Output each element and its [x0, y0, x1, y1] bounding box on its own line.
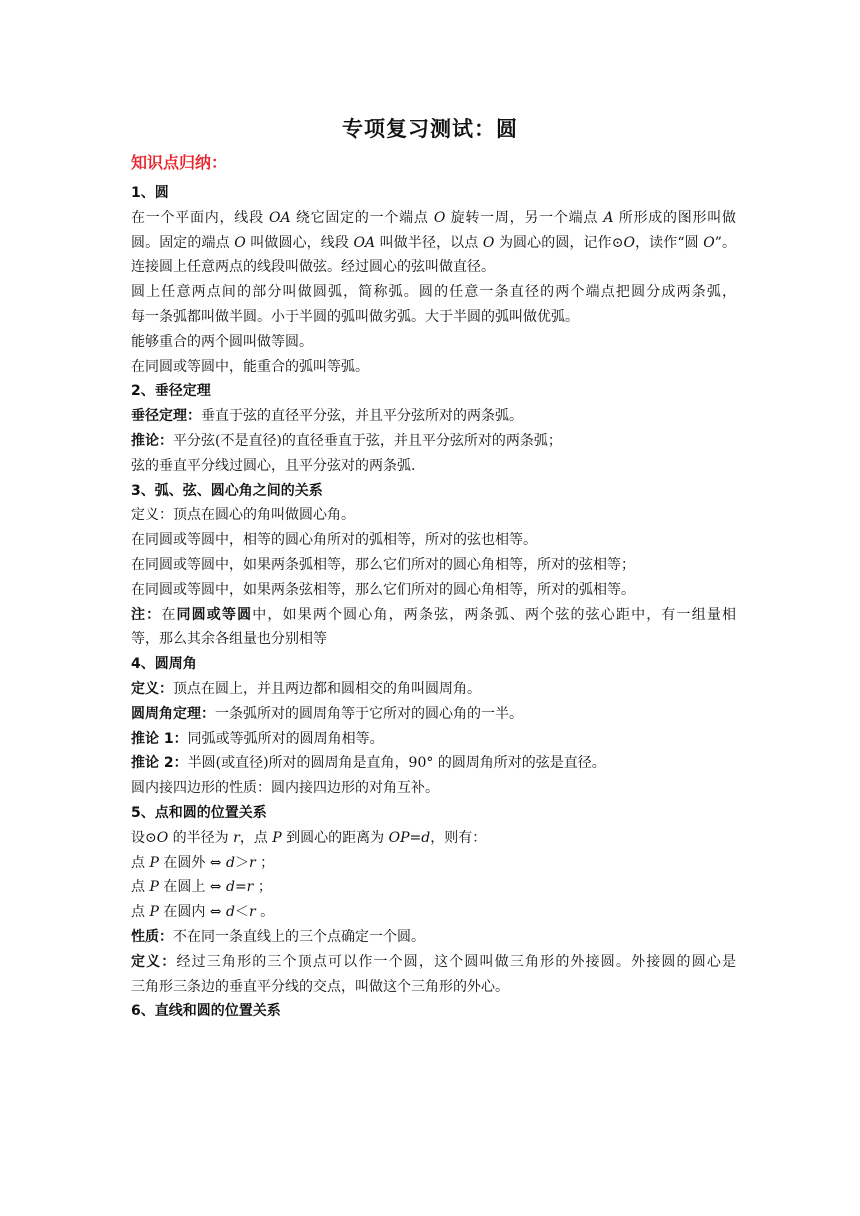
text-run: 半圆(或直径)所对的圆周角是直角，90° 的圆周角所对的弦是直径。 [187, 755, 606, 772]
text-run: 的半径为 [168, 829, 234, 846]
text-line [131, 801, 736, 826]
text-run: 同弧或等弧所对的圆周角相等。 [187, 730, 384, 747]
text-line [131, 479, 736, 504]
text-run: 点 [131, 854, 150, 871]
text-run: O [482, 234, 495, 251]
text-run: 垂径定理： [131, 408, 201, 425]
text-run: O [623, 234, 635, 251]
text-line [131, 404, 736, 429]
text-run: 圆。固定的端点 [131, 234, 235, 251]
text-line [131, 603, 736, 628]
text-run: 圆周角定理： [131, 705, 215, 722]
text-run: ＞ [234, 854, 249, 871]
text-run: = [234, 879, 247, 896]
text-run: d [225, 904, 235, 921]
document-body [131, 181, 736, 1024]
text-run: 顶点在圆上，并且两边都和圆相交的角叫圆周角。 [173, 680, 481, 697]
text-run: ； [253, 879, 272, 896]
text-line [131, 454, 736, 479]
text-run: 定义：顶点在圆心的角叫做圆心角。 [131, 507, 355, 524]
text-run: ； [255, 854, 275, 871]
text-run: 在同圆或等圆中，相等的圆心角所对的弧相等，所对的弦也相等。 [131, 532, 537, 549]
text-run: ，读作“圆 [634, 234, 704, 251]
text-line [131, 900, 736, 925]
text-run: ，则有： [430, 829, 487, 846]
text-run: 连接圆上任意两点的线段叫做弦。经过圆心的弦叫做直径。 [131, 259, 495, 276]
text-run: OP [388, 829, 410, 846]
text-line [131, 652, 736, 677]
text-run: O [234, 234, 246, 251]
text-line [131, 875, 736, 900]
text-line [131, 528, 736, 553]
text-run: 叫做圆心，线段 [245, 234, 354, 251]
text-line [131, 950, 736, 975]
text-run: = [409, 829, 422, 846]
text-line [131, 751, 736, 776]
text-run: P [149, 904, 159, 921]
text-run: 在同圆或等圆中，如果两条弦相等，那么它们所对的圆心角相等，所对的弧相等。 [131, 581, 635, 598]
text-run: 平分弦(不是直径)的直径垂直于弦，并且平分弦所对的两条弧； [173, 432, 562, 449]
text-run: 在同圆或等圆中，能重合的弧叫等弧。 [131, 358, 369, 375]
text-run: 为圆心的圆，记作⊙ [494, 234, 624, 251]
text-run: d [421, 829, 431, 846]
text-run: 性质： [131, 928, 173, 945]
text-run: 三角形三条边的垂直平分线的交点，叫做这个三角形的外心。 [131, 978, 509, 995]
text-run: r [233, 829, 240, 846]
text-line [131, 677, 736, 702]
text-line [131, 578, 736, 603]
text-run: 中，如果两个圆心角，两条弦，两条弧、两个弦的弦心距中，有一组量相 [252, 606, 737, 623]
text-run: 所形成的图形叫做 [613, 209, 736, 226]
text-run: OA [353, 234, 376, 251]
text-line [131, 702, 736, 727]
text-run: 每一条弧都叫做半圆。小于半圆的弧叫做劣弧。大于半圆的弧叫做优弧。 [131, 308, 579, 325]
text-run: r [246, 879, 254, 896]
text-run: 点 [131, 904, 150, 921]
text-run: 同圆或等圆 [176, 606, 253, 623]
text-run: d [225, 854, 235, 871]
text-run: 4、圆周角 [131, 656, 197, 673]
text-run: P [272, 829, 282, 846]
text-run: P [149, 879, 159, 896]
text-line [131, 305, 736, 330]
text-line [131, 925, 736, 950]
text-line [131, 330, 736, 355]
text-run: 点 [131, 879, 150, 896]
text-run: 定义： [131, 953, 177, 970]
text-run: r [248, 854, 256, 871]
text-run: O [703, 234, 715, 251]
text-line [131, 181, 736, 206]
text-run: 圆内接四边形的性质：圆内接四边形的对角互补。 [131, 780, 439, 797]
text-run: ，点 [239, 829, 273, 846]
text-line [131, 727, 736, 752]
text-run: 在圆上 ⇔ [158, 879, 226, 896]
text-run: 注： [131, 606, 162, 623]
text-line [131, 776, 736, 801]
text-line [131, 627, 736, 652]
text-line [131, 975, 736, 1000]
text-run: 不在同一条直线上的三个点确定一个圆。 [173, 928, 425, 945]
text-run: 定义： [131, 680, 173, 697]
text-run: 在圆外 ⇔ [158, 854, 226, 871]
text-run: 1、圆 [131, 185, 169, 201]
text-run: 2、垂径定理 [131, 383, 211, 400]
text-line [131, 826, 736, 851]
text-line [131, 355, 736, 380]
text-run: d [225, 879, 235, 896]
text-run: 在一个平面内，线段 [131, 209, 270, 226]
text-line [131, 379, 736, 404]
text-run: 经过三角形的三个顶点可以作一个圆，这个圆叫做三角形的外接圆。外接圆的圆心是 [176, 953, 737, 970]
text-run: 3、弧、弦、圆心角之间的关系 [131, 482, 323, 499]
text-run: 到圆心的距离为 [281, 829, 389, 846]
text-run: 在同圆或等圆中，如果两条弧相等，那么它们所对的圆心角相等，所对的弦相等； [131, 556, 635, 573]
text-line [131, 280, 736, 305]
text-run: 弦的垂直平分线过圆心，且平分弦对的两条弧. [131, 457, 416, 474]
text-run: 推论 1： [131, 730, 188, 747]
text-run: r [248, 904, 256, 921]
text-run: 推论： [131, 432, 173, 449]
text-run: ”。 [714, 234, 737, 251]
text-run: P [149, 854, 159, 871]
text-line [131, 429, 736, 454]
text-run: 在 [161, 606, 177, 623]
text-run: O [156, 829, 169, 846]
text-line [131, 231, 736, 256]
text-line [131, 553, 736, 578]
text-run: 6、直线和圆的位置关系 [131, 1003, 281, 1020]
text-line [131, 255, 736, 280]
text-run: 推论 2： [131, 755, 188, 772]
page-title: 专项复习测试：圆 [342, 117, 518, 141]
text-run: O [433, 209, 446, 226]
text-run: 绕它固定的一个端点 [290, 209, 434, 226]
text-run: 叫做半径，以点 [375, 234, 483, 251]
text-run: 圆上任意两点间的部分叫做圆弧，简称弧。圆的任意一条直径的两个端点把圆分成两条弧， [131, 284, 736, 301]
text-run: 5、点和圆的位置关系 [131, 804, 267, 821]
text-run: 能够重合的两个圆叫做等圆。 [131, 333, 313, 350]
text-line [131, 206, 736, 231]
text-run: 旋转一周，另一个端点 [445, 209, 604, 226]
text-run: A [603, 209, 614, 226]
text-run: 一条弧所对的圆周角等于它所对的圆心角的一半。 [215, 705, 523, 722]
section-heading: 知识点归纳： [131, 153, 228, 172]
text-run: OA [269, 209, 291, 226]
text-run: 。 [255, 904, 275, 921]
text-run: 设⊙ [131, 829, 157, 846]
text-line [131, 851, 736, 876]
text-run: 等，那么其余各组量也分别相等 [131, 631, 327, 648]
text-run: 在圆内 ⇔ [158, 904, 226, 921]
text-run: ＜ [234, 904, 249, 921]
text-line [131, 999, 736, 1024]
text-run: 垂直于弦的直径平分弦，并且平分弦所对的两条弧。 [201, 408, 523, 425]
text-line [131, 503, 736, 528]
